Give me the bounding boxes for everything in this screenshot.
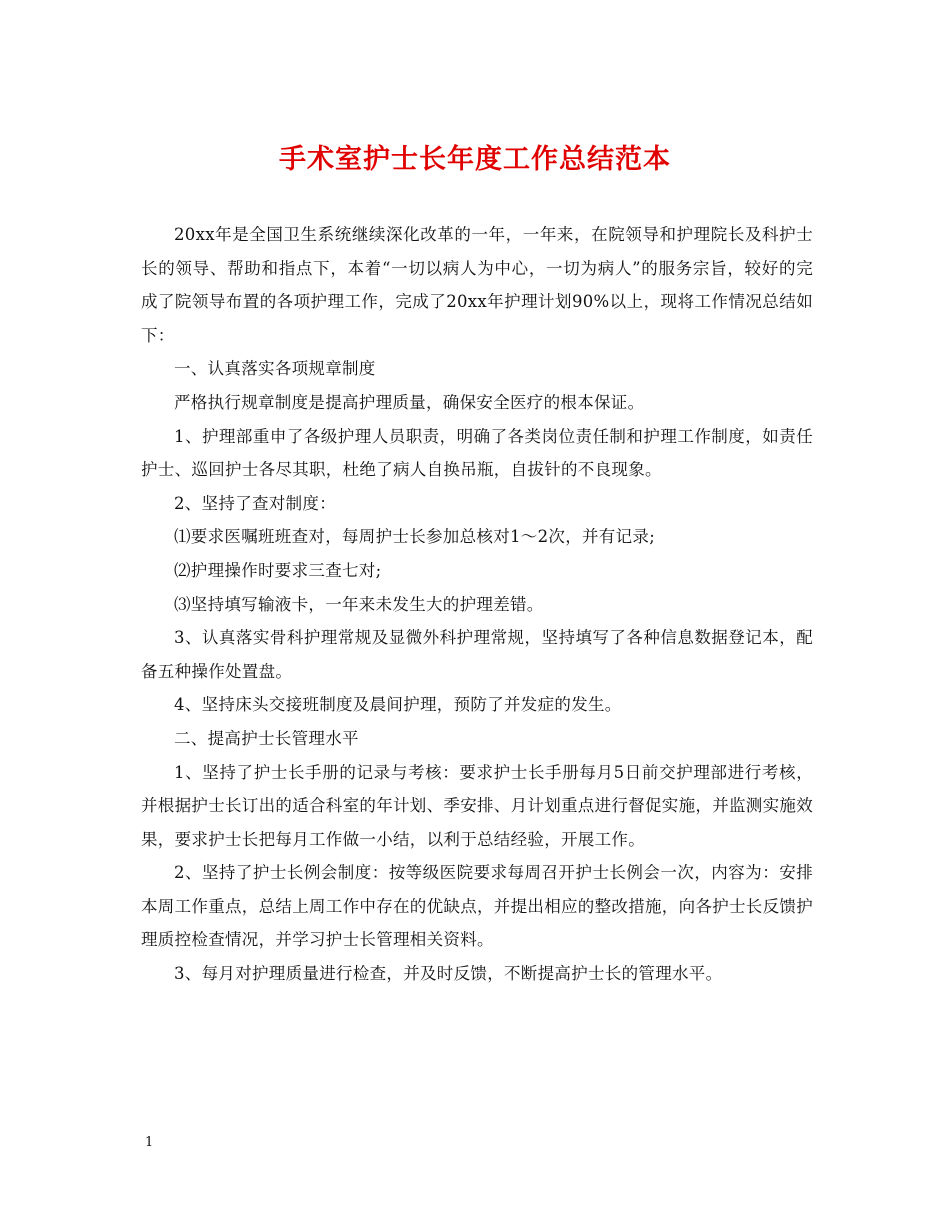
paragraph: 2、坚持了护士长例会制度：按等级医院要求每周召开护士长例会一次，内容为：安排本周工作重点，总结上周工作中存在的优缺点，并提出相应的整改措施，向各护士长反馈护理质控检查情况，并学习护士长管理相关资料。 xyxy=(141,863,813,950)
paragraph: 4、坚持床头交接班制度及晨间护理，预防了并发症的发生。 xyxy=(174,695,622,715)
page-number: 1 xyxy=(145,1135,154,1150)
paragraph-intro: 20xx年是全国卫生系统继续深化改革的一年，一年来，在院领导和护理院长及科护士长的领导、帮助和指点下，本着“一切以病人为中心，一切为病人”的服务宗旨，较好的完成了院领导布置的各项护理工作，完成了20xx年护理计划90%以上，现将工作情况总结如下： xyxy=(141,225,813,345)
paragraph: 1、护理部重申了各级护理人员职责，明确了各类岗位责任制和护理工作制度，如责任护士、巡回护士各尽其职，杜绝了病人自换吊瓶，自拔针的不良现象。 xyxy=(141,426,813,480)
list-item: ⑴要求医嘱班班查对，每周护士长参加总核对1～2次，并有记录; xyxy=(174,527,656,547)
list-item: ⑶坚持填写输液卡，一年来未发生大的护理差错。 xyxy=(174,594,544,614)
document-title: 手术室护士长年度工作总结范本 xyxy=(279,144,671,175)
paragraph: 严格执行规章制度是提高护理质量，确保安全医疗的根本保证。 xyxy=(174,392,645,412)
section-heading-2: 二、提高护士长管理水平 xyxy=(174,728,359,748)
list-item: ⑵护理操作时要求三查七对; xyxy=(174,560,382,580)
paragraph: 3、每月对护理质量进行检查，并及时反馈，不断提高护士长的管理水平。 xyxy=(174,964,723,984)
paragraph: 1、坚持了护士长手册的记录与考核：要求护士长手册每月5日前交护理部进行考核，并根据护士长订出的适合科室的年计划、季安排、月计划重点进行督促实施，并监测实施效果，要求护士长把每月工作做一小结，以利于总结经验，开展工作。 xyxy=(141,762,813,849)
paragraph: 3、认真落实骨科护理常规及显微外科护理常规，坚持填写了各种信息数据登记本，配备五种操作处置盘。 xyxy=(141,628,813,681)
paragraph: 2、坚持了查对制度： xyxy=(174,493,336,513)
section-heading-1: 一、认真落实各项规章制度 xyxy=(174,359,376,379)
document-body xyxy=(141,218,813,991)
